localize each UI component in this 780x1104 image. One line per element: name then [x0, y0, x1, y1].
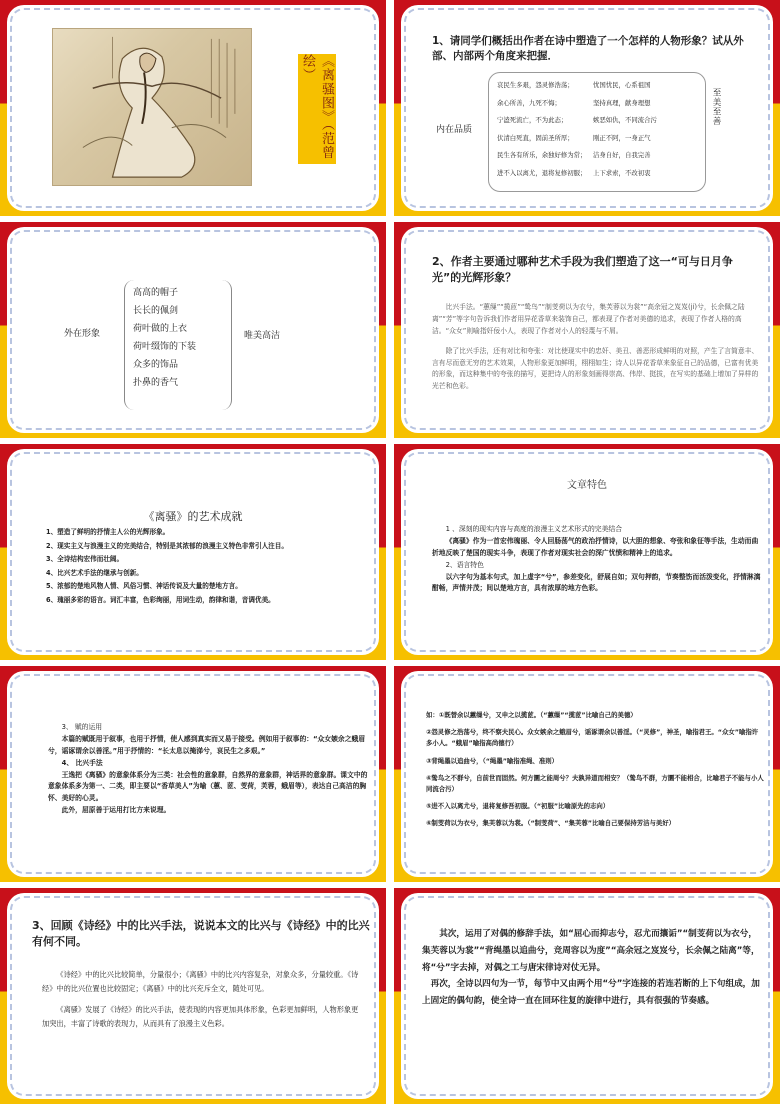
list-item: 众多的饰品: [133, 360, 179, 370]
paragraph: 王逸把《离骚》的意象体系分为三类：社会性的意象群，自然界的意象群，神话界的意象群。课文中的意象体系多为第一、二类，即主要以“香草美人”为喻（蕙、茝、芰荷，芙蓉，蛾眉等），表达自己高洁的胸怀、美好的心灵。: [48, 770, 368, 803]
achievements-title: 《离骚》的艺术成就: [143, 510, 243, 523]
slide-card: [404, 674, 770, 874]
beauty-label: 唯美高洁: [244, 331, 281, 341]
slide-3[interactable]: [0, 222, 386, 438]
example-line: ③背绳墨以追曲兮，（“绳墨”喻指准绳、准则）: [426, 756, 559, 765]
example-line: ⑤进不入以离尤兮，退将复修吾初服。（“初服”比喻原先的志向）: [426, 802, 610, 811]
quality-row: 哀民生多艰，怨灵修浩荡； 忧国忧民，心系祖国: [497, 81, 651, 89]
paragraph: 《离骚》作为一首宏伟瑰丽、令人回肠荡气的政治抒情诗，以大胆的想象、夸张和象征等手法，生动而曲折地反映了楚国的现实斗争，表现了作者对现实社会的深广忧愤和精神上的追求。: [432, 536, 759, 557]
quality-row: 伏清白死直，固前圣所厚； 刚正不阿，一身正气: [497, 133, 651, 142]
slide-8[interactable]: [394, 666, 780, 882]
outer-image-label: 外在形象: [64, 329, 101, 339]
example-line: ②怨灵修之浩荡兮，终不察夫民心。众女嫉余之蛾眉兮，谣诼谓余以善淫。（“灵修”，神圣，喻指君王。“众女”喻指许多小人。“蛾眉”喻指高尚德行）: [426, 728, 759, 748]
achievements-list: [46, 526, 366, 607]
quality-row: 进不入以离尤，退将复修初服； 上下求索，不改初衷: [497, 168, 651, 177]
li-sao-painting: [52, 28, 252, 186]
slide-card: [404, 452, 770, 652]
slide-card: [10, 452, 376, 652]
outer-image-list: [124, 280, 232, 410]
example-line: 如：①既替余以蕙缫兮，又申之以揽茝。（“蕙缫”“揽茝”比喻自己的美德）: [426, 711, 637, 719]
slide-card: [10, 8, 376, 208]
list-item: 4、比兴艺术手法的继承与创新。: [46, 568, 143, 577]
slide-card: [404, 8, 770, 208]
slide-4[interactable]: [394, 222, 780, 438]
list-item: 6、瑰丽多彩的语言。词汇丰富，色彩绚丽，用词生动，韵律和谐，音调优美。: [46, 595, 275, 604]
slide-card: [10, 896, 376, 1096]
example-line: ④鸷鸟之不群兮，自前世而固然。何方圜之能周兮？夫孰异道而相安？（鸷鸟不群，方圜不能相合，比喻君子不能与小人同流合污）: [426, 773, 764, 794]
techniques-text: [48, 722, 368, 817]
slide-7[interactable]: [0, 666, 386, 882]
subheading: 2、语言特色: [445, 560, 484, 569]
slide-6[interactable]: [394, 444, 780, 660]
list-item: 高高的帽子: [133, 288, 179, 298]
features-text: [432, 524, 762, 595]
examples-list: [426, 710, 764, 836]
paragraph: 《诗经》中的比兴比较简单，分量很小；《离骚》中的比兴内容复杂，对象众多，分量较重。《诗经》中的比兴位置也比较固定；《离骚》中的比兴充斥全文，随处可见。: [42, 970, 359, 993]
question-2: 2、作者主要通过哪种艺术手段为我们塑造了这一“可与日月争光”的光辉形象？: [432, 255, 733, 284]
answer-text: [432, 302, 762, 393]
inner-quality-label: 内在品质: [436, 125, 473, 135]
quality-row: 宁溘死流亡，不为此态； 嫉恶如仇，不同流合污: [497, 116, 657, 124]
list-item: 1、塑造了鲜明的抒情主人公的光辉形象。: [46, 528, 170, 536]
slide-5[interactable]: [0, 444, 386, 660]
slide-10[interactable]: [394, 888, 780, 1104]
slide-card: [10, 674, 376, 874]
painting-caption: 《离骚图》（范曾绘）: [298, 54, 336, 164]
inner-quality-box: [488, 72, 706, 192]
list-item: 荷叶缀饰的下装: [133, 342, 197, 352]
subheading: 3、 赋的运用: [61, 723, 103, 731]
list-item: 3、全诗结构宏伟而壮阔。: [46, 555, 124, 563]
list-item: 扑鼻的香气: [133, 378, 179, 388]
question-3: 3、回顾《诗经》中的比兴手法，说说本文的比兴与《诗经》中的比兴有何不同。: [32, 919, 370, 948]
slide-9[interactable]: [0, 888, 386, 1104]
list-item: 5、浓郁的楚地风物人情、风俗习惯、神话传说及大量的楚地方言。: [46, 582, 242, 590]
paragraph: 其次，运用了对偶的修辞手法，如“屈心而抑志兮，忍尤而攘诟”“制芰荷以为衣兮，集芙蓉以为裳”“背绳墨以追曲兮，竞周容以为度”“高余冠之岌岌兮，长余佩之陆离”等，将“兮”字去掉，对偶之工与唐宋律诗对仗无异。: [422, 929, 760, 973]
quality-row: 余心所善，九死不悔； 坚持真理，献身理想: [497, 98, 651, 107]
painting-illustration: [53, 29, 251, 185]
rhetoric-text: [422, 926, 762, 1010]
paragraph: 再次，全诗以四句为一节，每节中又由两个用“兮”字连接的若连若断的上下句组成，加上固定的偶句韵，使全诗一直在回环往复的旋律中进行，具有很强的节奏感。: [422, 979, 760, 1006]
paragraph: 除了比兴手法，还有对比和夸张：对比使现实中的忠奸、美丑、善恶形成鲜明的对照，产生了言简意丰、言有尽而意无穷的艺术效果，人物形象更加鲜明，栩栩如生；诗人以异花香草来象征自己的品德，已富有优美的形象，而这种集中的夸张的描写，更把诗人的形象刻画得崇高、伟岸、挺拔，在写实的基础上增加了异样的光芒和色彩。: [432, 346, 759, 391]
subheading: 1 、深刻的现实内容与高度的浪漫主义艺术形式的完美结合: [445, 525, 622, 533]
slide-card: [10, 230, 376, 430]
slide-2[interactable]: [394, 0, 780, 216]
supreme-virtue-label: 至美至善: [711, 88, 721, 126]
paragraph: 《离骚》发展了《诗经》的比兴手法，使表现的内容更加具体形象，色彩更加鲜明，人物形象更加突出，丰富了诗歌的表现力，从而具有了浪漫主义色彩。: [42, 1005, 359, 1029]
slide-card: [404, 896, 770, 1096]
question-1: 1、请同学们概括出作者在诗中塑造了一个怎样的人物形象？试从外部、内部两个角度来把握．: [432, 35, 744, 63]
quality-row: 民生各有所乐，余独好修为常； 洁身自好，自我完善: [497, 151, 651, 159]
example-line: ⑥制芰荷以为衣兮，集芙蓉以为裳。（“制芰荷”、“集芙蓉”比喻自己要保持芳洁与美好）: [426, 819, 676, 828]
subheading: 4、 比兴手法: [61, 758, 103, 767]
paragraph: 以六字句为基本句式，加上虚字“兮”，参差变化，舒展自如；双句押韵，节奏整饬而活泼变化，抒情淋漓酣畅，声情并茂；间以楚地方言，具有浓厚的地方色彩。: [432, 572, 761, 593]
list-item: 荷叶做的上衣: [133, 324, 188, 334]
list-item: 长长的佩剑: [133, 306, 179, 316]
paragraph: 比兴手法。“蕙缫”“揽茝”“鸷鸟”“制芰荷以为衣兮，集芙蓉以为裳”“高余冠之岌岌(jí)兮，长余佩之陆离”“芳”等字句告诉我们作者用异花香草来装饰自己，都表现了作者对美德的追求，表现了作者人格的高洁。“众女”则喻指奸佞小人，表现了作者对小人的轻蔑与不屑。: [432, 303, 745, 335]
features-title: 文章特色: [567, 480, 607, 491]
list-item: 2、现实主义与浪漫主义的完美结合，特别是其浓郁的浪漫主义特色非常引人注目。: [46, 541, 288, 550]
paragraph: 本篇的赋既用于叙事，也用于抒情，使人感到真实而又易于接受。例如用于叙事的：“众女嫉余之蛾眉兮，谣诼谓余以善淫。”用于抒情的：“长太息以掩涕兮，哀民生之多艰。”: [48, 734, 366, 755]
paragraph: 此外，屈原善于运用打比方来说理。: [61, 806, 171, 815]
slide-1[interactable]: [0, 0, 386, 216]
slide-card: [404, 230, 770, 430]
comparison-text: [42, 968, 364, 1039]
